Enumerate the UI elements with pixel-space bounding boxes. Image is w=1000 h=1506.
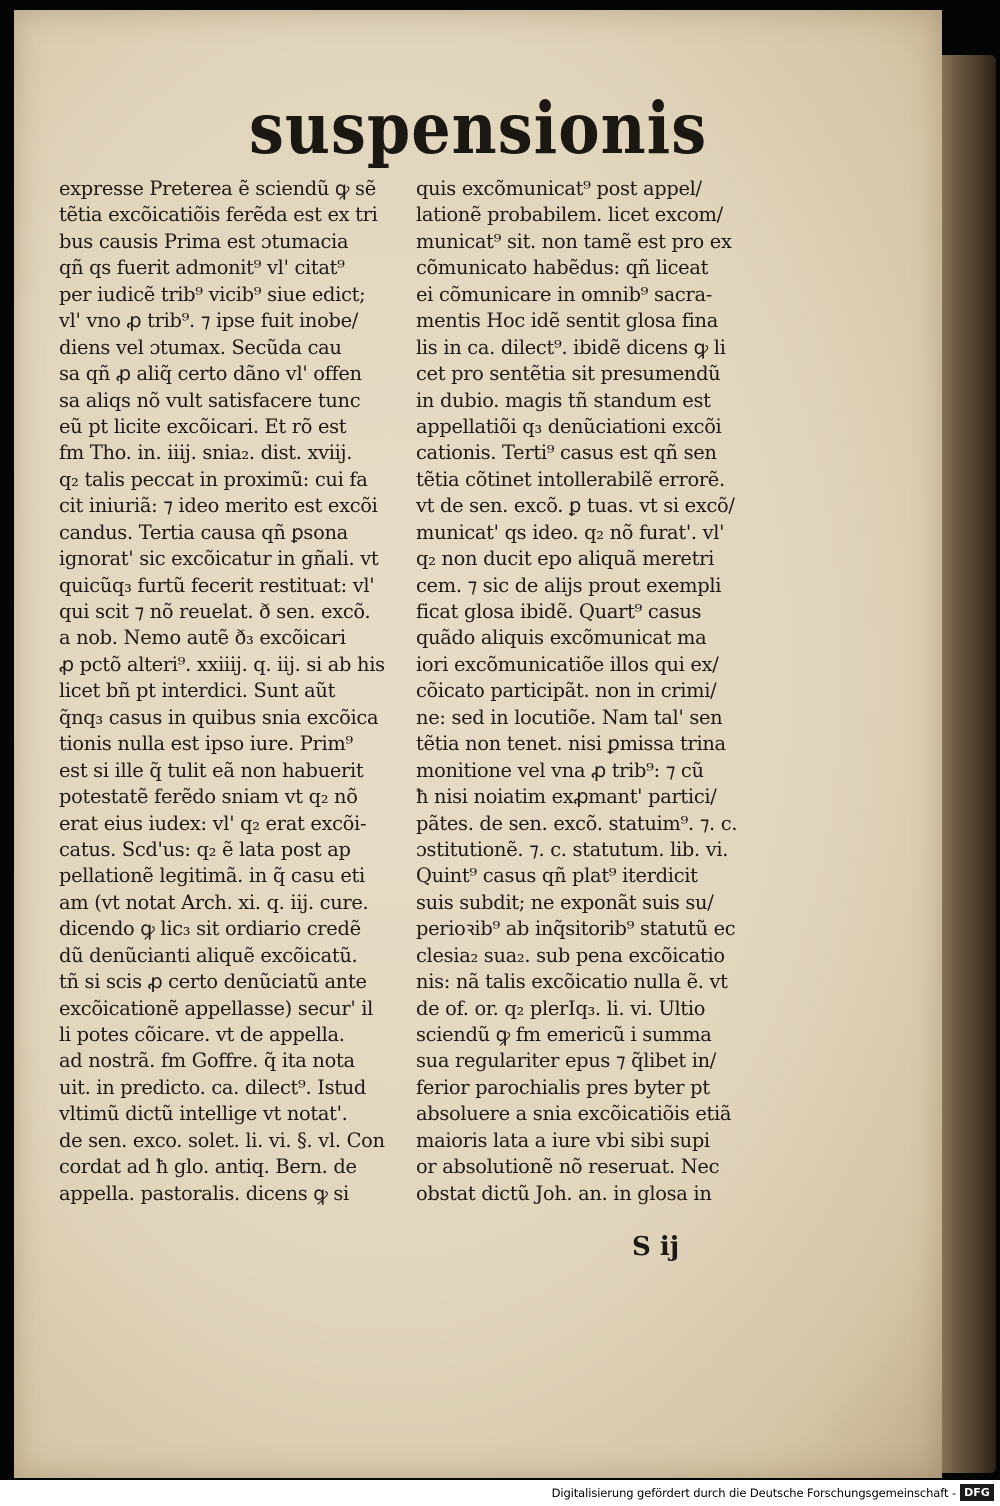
left-column-line: est si ille q̃ tulit eã non habuerit (59, 758, 364, 782)
right-column-line: absoluere a snia excõicatiõis etiã (416, 1102, 732, 1126)
right-column-line: perioꝛib⁹ ab inq̃sitorib⁹ statutũ ec (416, 917, 736, 941)
left-column-line: q₂ talis peccat in proximũ: cui fa (59, 467, 368, 491)
right-column-line: ɔstitutionẽ. ⁊. c. statutum. lib. vi. (416, 837, 729, 861)
left-column-line: tionis nulla est ipso iure. Prim⁹ (59, 732, 353, 756)
right-column-line: cationis. Terti⁹ casus est qñ sen (416, 441, 717, 465)
left-column-line: uit. in predicto. ca. dilect⁹. Istud (59, 1075, 367, 1099)
left-column-line: am (vt notat Arch. xi. q. iij. cure. (59, 890, 369, 914)
right-column-line: pãtes. de sen. excõ. statuim⁹. ⁊. c. (416, 811, 738, 835)
left-column-line: eũ pt licite excõicari. Et rõ est (59, 414, 347, 438)
left-column-line: cordat ad ħ glo. antiq. Bern. de (59, 1155, 357, 1179)
left-column-line: diens vel ɔtumax. Secũda cau (59, 335, 342, 359)
signature-mark: S ij (632, 1232, 680, 1262)
right-column-line: cem. ⁊ sic de alijs prout exempli (416, 573, 722, 597)
left-column-line: expresse Preterea ẽ sciendũ ꝙ sẽ (59, 177, 376, 200)
left-column-line: qñ qs fuerit admonit⁹ vl' citat⁹ (59, 256, 345, 280)
left-column-line: cit iniuriã: ⁊ ideo merito est excõi (59, 494, 378, 518)
left-column-line: fm Tho. in. iiij. snia₂. dist. xviij. (59, 441, 353, 465)
right-column-line: ei cõmunicare in omnib⁹ sacra- (416, 282, 712, 306)
left-text-column (59, 176, 409, 1207)
left-column-line: li potes cõicare. vt de appella. (59, 1023, 345, 1046)
right-column-line: clesia₂ sua₂. sub pena excõicatio (416, 943, 725, 967)
left-column-line: bus causis Prima est ɔtumacia (59, 229, 349, 253)
left-column-line: quicũq₃ furtũ fecerit restituat: vl' (59, 573, 375, 597)
funding-credit: Digitalisierung gefördert durch die Deutsche Forschungsgemeinschaft - (551, 1486, 956, 1500)
left-column-line: de sen. exco. solet. li. vi. §. vl. Con (59, 1128, 385, 1152)
right-column-line: sua regulariter epus ⁊ q̃libet in/ (416, 1049, 717, 1073)
right-column-line: appellatiõi q₃ denũciationi excõi (416, 414, 722, 438)
left-column-line: ad nostrã. fm Goffre. q̃ ita nota (59, 1049, 355, 1073)
left-column-line: pellationẽ legitimã. in q̃ casu eti (59, 864, 365, 888)
running-head: suspensionis (249, 86, 708, 171)
right-column-line: ferior parochialis pres byter pt (416, 1075, 710, 1099)
right-column-line: monitione vel vna ꝓ trib⁹: ⁊ cũ (416, 758, 704, 782)
right-column-line: vt de sen. excõ. ꝑ tuas. vt si excõ/ (416, 494, 735, 518)
left-column-line: licet bñ pt interdici. Sunt aũt (59, 679, 336, 703)
right-column-line: municat⁹ sit. non tamẽ est pro ex (416, 229, 732, 253)
right-column-line: lationẽ probabilem. licet excom/ (416, 203, 723, 227)
left-column-line: per iudicẽ trib⁹ vicib⁹ siue edict; (59, 282, 366, 306)
left-column-line: vl' vno ꝓ trib⁹. ⁊ ipse fuit inobe/ (59, 309, 359, 333)
right-column-line: maioris lata a iure vbi sibi supi (416, 1128, 710, 1152)
right-column-line: ħ nisi noiatim exꝓmant' partici/ (416, 785, 717, 809)
right-column-line: municat' qs ideo. q₂ nõ furat'. vl' (416, 520, 725, 544)
right-column-line: cet pro sentẽtia sit presumendũ (416, 362, 721, 386)
right-column-line: de of. or. q₂ plerIq₃. li. vi. Ultio (416, 996, 706, 1020)
scanned-page (14, 10, 942, 1478)
left-column-line: sa qñ ꝓ aliq̃ certo dãno vl' offen (59, 362, 362, 386)
left-column-line: erat eius iudex: vl' q₂ erat excõi- (59, 811, 367, 835)
right-column-line: iori excõmunicatiõe illos qui ex/ (416, 652, 719, 676)
right-column-line: q₂ non ducit epo aliquã meretri (416, 547, 714, 571)
left-column-line: ꝓ pctõ alteri⁹. xxiiij. q. iij. si ab his (59, 652, 385, 676)
left-column-line: catus. Scd'us: q₂ ẽ lata post ap (59, 837, 351, 861)
right-column-line: in dubio. magis tñ standum est (416, 388, 711, 412)
left-column-line: excõicationẽ appellasse) secur' il (59, 996, 374, 1020)
right-column-line: mentis Hoc idẽ sentit glosa fina (416, 309, 718, 333)
left-column-line: vltimũ dictũ intellige vt notat'. (59, 1102, 348, 1126)
right-text-column (416, 176, 774, 1207)
right-column-line: obstat dictũ Joh. an. in glosa in (416, 1181, 712, 1205)
dfg-logo: DFG (960, 1484, 994, 1501)
right-column-line: lis in ca. dilect⁹. ibidẽ dicens ꝙ li (416, 335, 726, 359)
left-column-line: tẽtia excõicatiõis ferẽda est ex tri (59, 203, 378, 227)
left-column-line: sa aliqs nõ vult satisfacere tunc (59, 388, 361, 412)
left-column-line: dicendo ꝙ lic₃ sit ordiario credẽ (59, 917, 361, 941)
digitization-footer (0, 1480, 1000, 1506)
left-column-line: q̃nq₃ casus in quibus snia excõica (59, 705, 379, 729)
right-column-line: cõmunicato habẽdus: qñ liceat (416, 256, 709, 280)
left-column-line: candus. Tertia causa qñ ꝑsona (59, 520, 348, 544)
left-column-line: dũ denũcianti aliquẽ excõicatũ. (59, 943, 358, 967)
right-column-line: or absolutionẽ nõ reseruat. Nec (416, 1155, 720, 1179)
right-column-line: cõicato participãt. non in crimi/ (416, 679, 717, 703)
right-column-line: tẽtia cõtinet intollerabilẽ errorẽ. (416, 467, 725, 491)
right-column-line: Quint⁹ casus qñ plat⁹ iterdicit (416, 864, 698, 888)
right-column-line: tẽtia non tenet. nisi ꝑmissa trina (416, 732, 726, 756)
page-edge (938, 55, 996, 1473)
right-column-line: quis excõmunicat⁹ post appel/ (416, 177, 702, 200)
right-column-line: ne: sed in locutiõe. Nam tal' sen (416, 705, 723, 729)
left-column-line: potestatẽ ferẽdo sniam vt q₂ nõ (59, 785, 358, 809)
right-column-line: nis: nã talis excõicatio nulla ẽ. vt (416, 970, 728, 994)
right-column-line: suis subdit; ne exponãt suis su/ (416, 890, 714, 914)
right-column-line: ficat glosa ibidẽ. Quart⁹ casus (416, 600, 702, 623)
right-column-line: sciendũ ꝙ fm emericũ i summa (416, 1023, 712, 1046)
left-column-line: a nob. Nemo autẽ ð₃ excõicari (59, 626, 346, 650)
left-column-line: tñ si scis ꝓ certo denũciatũ ante (59, 970, 367, 994)
left-column-line: appella. pastoralis. dicens ꝙ si (59, 1181, 349, 1205)
left-column-line: ignorat' sic excõicatur in gñali. vt (59, 547, 379, 571)
right-column-line: quãdo aliquis excõmunicat ma (416, 626, 707, 650)
left-column-line: qui scit ⁊ nõ reuelat. ð sen. excõ. (59, 600, 371, 623)
